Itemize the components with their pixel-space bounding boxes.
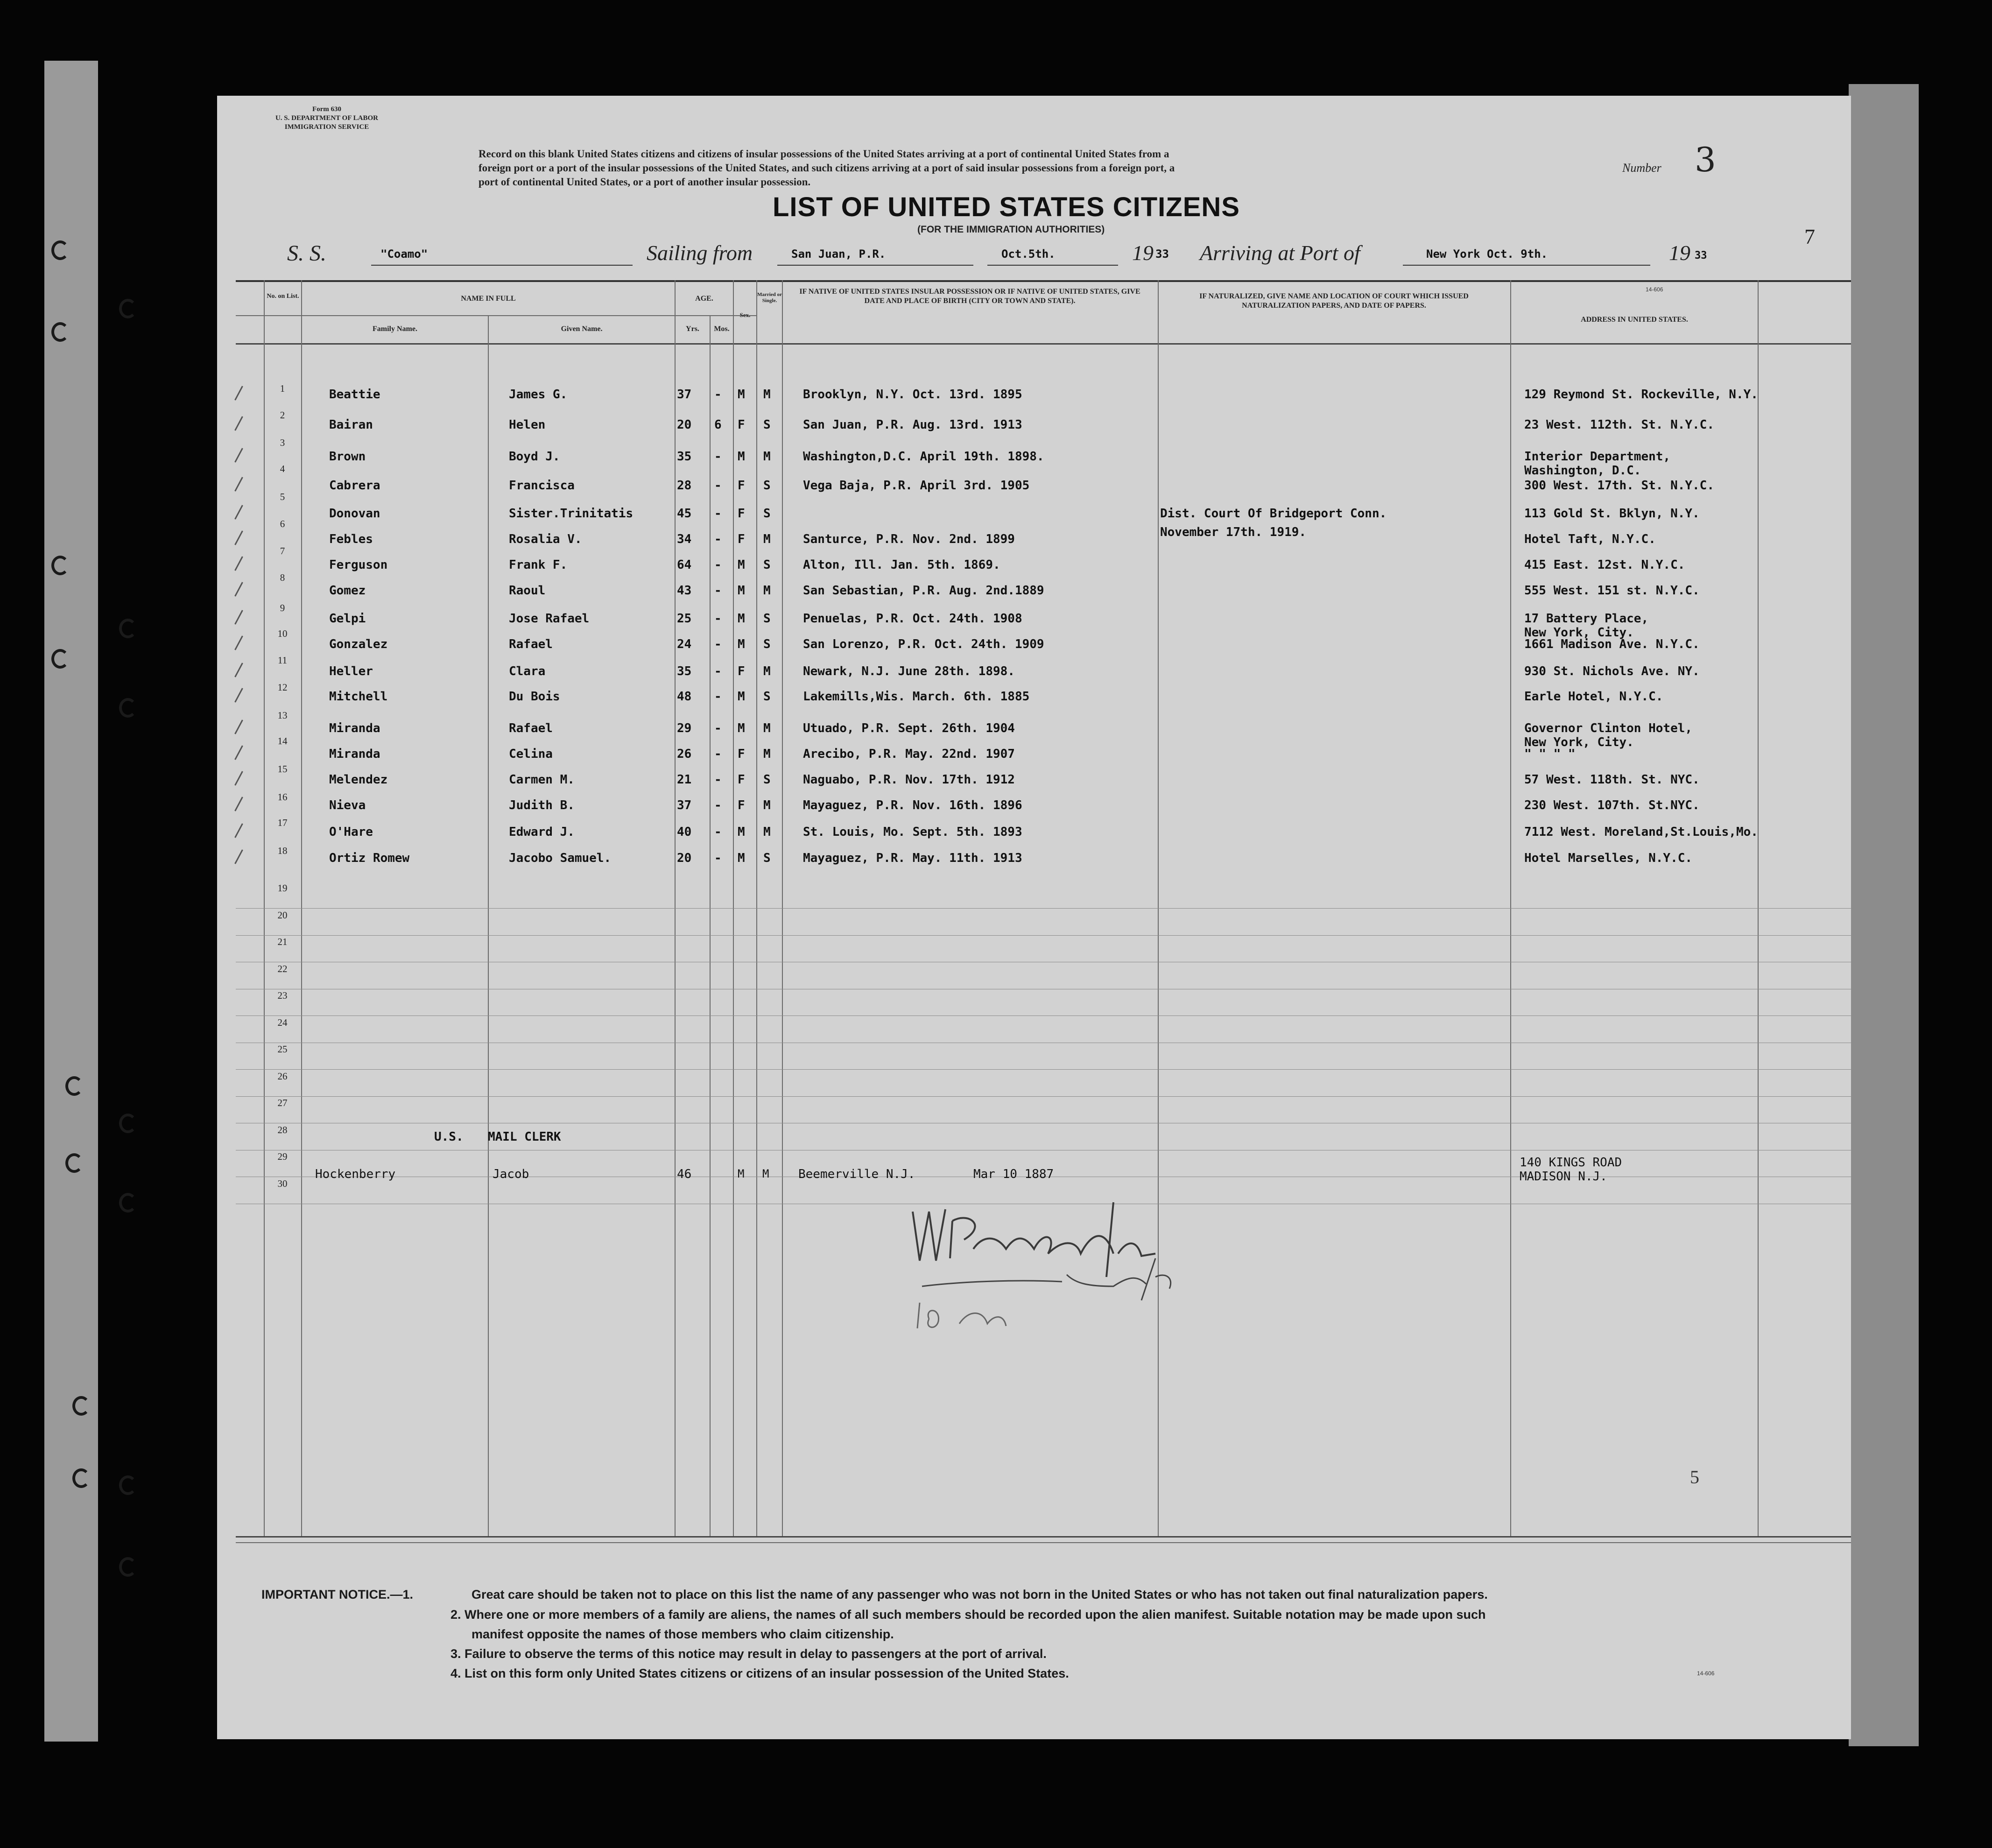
sex: F bbox=[738, 664, 745, 678]
header-address: ADDRESS IN UNITED STATES. bbox=[1581, 316, 1688, 324]
given-name: Rosalia V. bbox=[509, 532, 582, 546]
age-months: - bbox=[714, 479, 722, 493]
form-id-block bbox=[245, 105, 408, 132]
sex: M bbox=[738, 721, 745, 735]
birthplace-date: San Lorenzo, P.R. Oct. 24th. 1909 bbox=[803, 637, 1044, 651]
family-name: Gomez bbox=[329, 584, 366, 598]
marital-status: M bbox=[763, 664, 771, 678]
mail-clerk-address: 140 KINGS ROAD bbox=[1520, 1156, 1622, 1170]
arriving-year-prefix: 19 bbox=[1669, 241, 1690, 265]
department-label: U. S. DEPARTMENT OF LABOR bbox=[275, 114, 379, 122]
row-number: 26 bbox=[277, 1070, 288, 1082]
age-years: 64 bbox=[677, 558, 692, 572]
corner-number: 7 bbox=[1804, 225, 1815, 248]
check-mark bbox=[234, 745, 243, 760]
family-name: Mitchell bbox=[329, 690, 388, 704]
row-number: 4 bbox=[280, 463, 285, 474]
family-name: Nieva bbox=[329, 798, 366, 812]
row-number: 1 bbox=[280, 383, 285, 394]
given-name: Raoul bbox=[509, 584, 546, 598]
family-name: Ferguson bbox=[329, 558, 388, 572]
age-months: - bbox=[714, 388, 722, 402]
row-rule bbox=[236, 1096, 1851, 1097]
birthplace-date: Mayaguez, P.R. Nov. 16th. 1896 bbox=[803, 798, 1022, 812]
family-name: Melendez bbox=[329, 773, 388, 787]
row-number: 29 bbox=[277, 1151, 288, 1162]
family-name: Gonzalez bbox=[329, 637, 388, 651]
marital-status: M bbox=[763, 532, 771, 546]
row-number: 20 bbox=[277, 909, 288, 921]
notice-code: 14-606 bbox=[1697, 1670, 1715, 1677]
given-name: Helen bbox=[509, 418, 546, 432]
row-number: 19 bbox=[277, 882, 288, 894]
check-mark bbox=[234, 797, 243, 811]
check-mark bbox=[234, 386, 243, 400]
age-months: - bbox=[714, 851, 722, 865]
address: Interior Department, bbox=[1524, 450, 1671, 464]
given-name: Francisca bbox=[509, 479, 575, 493]
age-years: 37 bbox=[677, 388, 692, 402]
given-name: Jose Rafael bbox=[509, 612, 590, 626]
given-name: Frank F. bbox=[509, 558, 568, 572]
sex: M bbox=[738, 851, 745, 865]
sex: M bbox=[738, 612, 745, 626]
sailing-year: 33 bbox=[1155, 247, 1169, 261]
header-mos: Mos. bbox=[714, 325, 730, 333]
family-name: O'Hare bbox=[329, 825, 373, 839]
age-months: - bbox=[714, 721, 722, 735]
row-rule bbox=[236, 935, 1851, 936]
row-number: 14 bbox=[277, 735, 288, 747]
given-name: Judith B. bbox=[509, 798, 575, 812]
age-years: 37 bbox=[677, 798, 692, 812]
mail-clerk-address2: MADISON N.J. bbox=[1520, 1170, 1607, 1184]
marital-status: S bbox=[763, 690, 771, 704]
row-number: 30 bbox=[277, 1178, 288, 1189]
birthplace-date: Arecibo, P.R. May. 22nd. 1907 bbox=[803, 747, 1015, 761]
age-years: 28 bbox=[677, 479, 692, 493]
notice-line3: 3. Failure to observe the terms of this notice may result in delay to passengers at the port of arrival. bbox=[450, 1647, 1047, 1661]
marital-status: S bbox=[763, 479, 771, 493]
address-line2: New York, City. bbox=[1524, 626, 1634, 640]
address: 7112 West. Moreland,St.Louis,Mo. bbox=[1524, 825, 1758, 839]
address: 1661 Madison Ave. N.Y.C. bbox=[1524, 637, 1700, 651]
age-months: - bbox=[714, 558, 722, 572]
check-mark bbox=[234, 477, 243, 491]
birthplace-date: Lakemills,Wis. March. 6th. 1885 bbox=[803, 690, 1030, 704]
check-mark bbox=[234, 505, 243, 519]
age-years: 48 bbox=[677, 690, 692, 704]
given-name: Rafael bbox=[509, 721, 553, 735]
age-months: - bbox=[714, 773, 722, 787]
sex: F bbox=[738, 798, 745, 812]
sex: M bbox=[738, 637, 745, 651]
notice-heading: IMPORTANT NOTICE.—1. bbox=[261, 1587, 414, 1601]
age-years: 34 bbox=[677, 532, 692, 546]
birthplace-date: St. Louis, Mo. Sept. 5th. 1893 bbox=[803, 825, 1022, 839]
age-years: 26 bbox=[677, 747, 692, 761]
row-number: 12 bbox=[277, 682, 288, 693]
birthplace-date: Utuado, P.R. Sept. 26th. 1904 bbox=[803, 721, 1015, 735]
naturalization-court: Dist. Court Of Bridgeport Conn. bbox=[1160, 507, 1387, 521]
given-name: Boyd J. bbox=[509, 450, 560, 464]
family-name: Ortiz Romew bbox=[329, 851, 410, 865]
family-name: Gelpi bbox=[329, 612, 366, 626]
birthplace-date: Brooklyn, N.Y. Oct. 13rd. 1895 bbox=[803, 388, 1022, 402]
row-number: 10 bbox=[277, 628, 288, 639]
row-number: 25 bbox=[277, 1044, 288, 1055]
given-name: Rafael bbox=[509, 637, 553, 651]
marital-status: S bbox=[763, 773, 771, 787]
row-rule bbox=[236, 908, 1851, 909]
age-years: 20 bbox=[677, 418, 692, 432]
list-number: 3 bbox=[1695, 140, 1716, 179]
manifest-sheet bbox=[217, 96, 1851, 1739]
record-instruction-line3: port of continental United States, or a port of another insular possession. bbox=[479, 176, 811, 188]
header-yrs: Yrs. bbox=[686, 325, 699, 333]
row-number: 3 bbox=[280, 437, 285, 448]
address: 17 Battery Place, bbox=[1524, 612, 1649, 626]
ship-name: "Coamo" bbox=[380, 247, 428, 261]
row-number: 11 bbox=[277, 655, 288, 666]
birthplace-date: Washington,D.C. April 19th. 1898. bbox=[803, 450, 1044, 464]
family-name: Miranda bbox=[329, 721, 380, 735]
sailing-year-prefix: 19 bbox=[1132, 241, 1154, 265]
age-years: 29 bbox=[677, 721, 692, 735]
address: 230 West. 107th. St.NYC. bbox=[1524, 798, 1700, 812]
birthplace-date: Newark, N.J. June 28th. 1898. bbox=[803, 664, 1015, 678]
arriving-year: 33 bbox=[1695, 250, 1707, 261]
row-number: 27 bbox=[277, 1097, 288, 1108]
marital-status: S bbox=[763, 418, 771, 432]
age-years: 21 bbox=[677, 773, 692, 787]
row-number: 2 bbox=[280, 409, 285, 421]
sex: M bbox=[738, 584, 745, 598]
row-number: 16 bbox=[277, 791, 288, 803]
mail-clerk-birthplace: Beemerville N.J. bbox=[798, 1167, 915, 1181]
marital-status: M bbox=[763, 798, 771, 812]
row-number: 23 bbox=[277, 990, 288, 1001]
check-mark bbox=[234, 771, 243, 785]
marital-status: S bbox=[763, 851, 771, 865]
address: 555 West. 151 st. N.Y.C. bbox=[1524, 584, 1700, 598]
marital-status: M bbox=[763, 721, 771, 735]
row-number: 7 bbox=[280, 545, 285, 557]
check-mark bbox=[234, 663, 243, 677]
address: 300 West. 17th. St. N.Y.C. bbox=[1524, 479, 1714, 493]
notice-line2b: manifest opposite the names of those members who claim citizenship. bbox=[472, 1627, 894, 1641]
birthplace-date: Alton, Ill. Jan. 5th. 1869. bbox=[803, 558, 1000, 572]
check-mark bbox=[234, 719, 243, 734]
age-months: - bbox=[714, 798, 722, 812]
family-name: Bairan bbox=[329, 418, 373, 432]
sex: F bbox=[738, 532, 745, 546]
service-label: IMMIGRATION SERVICE bbox=[284, 123, 369, 131]
given-name: Edward J. bbox=[509, 825, 575, 839]
marital-status: S bbox=[763, 637, 771, 651]
age-years: 43 bbox=[677, 584, 692, 598]
header-married-single: Married or Single. bbox=[757, 292, 782, 303]
address: 930 St. Nichols Ave. NY. bbox=[1524, 664, 1700, 678]
address: 113 Gold St. Bklyn, N.Y. bbox=[1524, 507, 1700, 521]
stamp-code: 14-606 bbox=[1646, 286, 1663, 293]
row-number: 28 bbox=[277, 1124, 288, 1136]
arriving-label: Arriving at Port of bbox=[1200, 241, 1360, 265]
sailing-from-port: San Juan, P.R. bbox=[791, 247, 886, 261]
sex: M bbox=[738, 558, 745, 572]
birthplace-date: San Sebastian, P.R. Aug. 2nd.1889 bbox=[803, 584, 1044, 598]
row-number: 13 bbox=[277, 710, 288, 721]
naturalization-date: November 17th. 1919. bbox=[1160, 525, 1307, 539]
check-mark bbox=[234, 582, 243, 596]
birthplace-date: Santurce, P.R. Nov. 2nd. 1899 bbox=[803, 532, 1015, 546]
given-name: Carmen M. bbox=[509, 773, 575, 787]
page-subtitle: (FOR THE IMMIGRATION AUTHORITIES) bbox=[917, 224, 1105, 235]
given-name: Celina bbox=[509, 747, 553, 761]
marital-status: M bbox=[763, 388, 771, 402]
marital-status: M bbox=[763, 584, 771, 598]
row-number: 17 bbox=[277, 817, 288, 828]
check-mark bbox=[234, 849, 243, 864]
family-name: Beattie bbox=[329, 388, 380, 402]
address: Hotel Taft, N.Y.C. bbox=[1524, 532, 1656, 546]
sex: F bbox=[738, 418, 745, 432]
sex: F bbox=[738, 747, 745, 761]
given-name: Jacobo Samuel. bbox=[509, 851, 612, 865]
family-name: Donovan bbox=[329, 507, 380, 521]
sex: F bbox=[738, 773, 745, 787]
age-months: - bbox=[714, 637, 722, 651]
address: 23 West. 112th. St. N.Y.C. bbox=[1524, 418, 1714, 432]
row-number: 22 bbox=[277, 963, 288, 974]
address: 129 Reymond St. Rockeville, N.Y. bbox=[1524, 388, 1758, 402]
row-number: 18 bbox=[277, 845, 288, 856]
check-mark bbox=[234, 610, 243, 624]
age-months: - bbox=[714, 450, 722, 464]
mail-clerk-marital: M bbox=[762, 1167, 769, 1180]
birthplace-date: Naguabo, P.R. Nov. 17th. 1912 bbox=[803, 773, 1015, 787]
header-no-on-list: No. on List. bbox=[267, 293, 299, 300]
marital-status: M bbox=[763, 825, 771, 839]
given-name: James G. bbox=[509, 388, 568, 402]
left-page-edge bbox=[44, 61, 98, 1742]
age-months: - bbox=[714, 612, 722, 626]
address-line2: Washington, D.C. bbox=[1524, 464, 1641, 478]
marital-status: S bbox=[763, 612, 771, 626]
age-years: 40 bbox=[677, 825, 692, 839]
given-name: Clara bbox=[509, 664, 546, 678]
age-months: - bbox=[714, 507, 722, 521]
family-name: Cabrera bbox=[329, 479, 380, 493]
age-years: 35 bbox=[677, 450, 692, 464]
row-number: 24 bbox=[277, 1016, 288, 1028]
age-years: 45 bbox=[677, 507, 692, 521]
mail-clerk-given-name: Jacob bbox=[493, 1167, 529, 1181]
address: 57 West. 118th. St. NYC. bbox=[1524, 773, 1700, 787]
inspector-signature bbox=[894, 1184, 1221, 1338]
mail-clerk-birthdate: Mar 10 1887 bbox=[973, 1167, 1054, 1181]
birthplace-date: San Juan, P.R. Aug. 13rd. 1913 bbox=[803, 418, 1022, 432]
age-years: 24 bbox=[677, 637, 692, 651]
age-months: - bbox=[714, 584, 722, 598]
header-age: AGE. bbox=[695, 295, 713, 303]
family-name: Febles bbox=[329, 532, 373, 546]
birthplace-date: Vega Baja, P.R. April 3rd. 1905 bbox=[803, 479, 1030, 493]
mail-clerk-us: U.S. bbox=[434, 1130, 464, 1144]
right-page-edge bbox=[1849, 84, 1919, 1746]
form-number: Form 630 bbox=[312, 106, 342, 113]
row-number: 9 bbox=[280, 602, 285, 614]
age-months: 6 bbox=[714, 418, 722, 432]
address: Hotel Marselles, N.Y.C. bbox=[1524, 851, 1693, 865]
notice-line1: Great care should be taken not to place on this list the name of any passenger who was not born in the United States or who has not taken out final naturalization papers. bbox=[472, 1587, 1488, 1601]
row-number: 21 bbox=[277, 936, 288, 947]
row-number: 6 bbox=[280, 518, 285, 529]
header-sex: Sex. bbox=[739, 311, 751, 318]
marital-status: S bbox=[763, 558, 771, 572]
check-mark bbox=[234, 416, 243, 430]
mail-clerk-label: MAIL CLERK bbox=[488, 1130, 561, 1144]
sex: M bbox=[738, 388, 745, 402]
mail-clerk-sex: M bbox=[738, 1167, 745, 1180]
birthplace-date: Penuelas, P.R. Oct. 24th. 1908 bbox=[803, 612, 1022, 626]
number-label: Number bbox=[1622, 161, 1661, 175]
family-name: Miranda bbox=[329, 747, 380, 761]
notice-line2a: 2. Where one or more members of a family are aliens, the names of all such members should be recorded upon the alien manifest. Suitable notation may be made upon such bbox=[450, 1608, 1486, 1622]
family-name: Heller bbox=[329, 664, 373, 678]
check-mark bbox=[234, 530, 243, 545]
address: Governor Clinton Hotel, bbox=[1524, 721, 1693, 735]
page-number: 5 bbox=[1690, 1467, 1699, 1488]
record-instruction-line1: Record on this blank United States citizens and citizens of insular possessions of the United States arriving at a port of continental United States from a bbox=[479, 148, 1169, 160]
record-instruction-line2: foreign port or a port of the insular possessions of the United States, and such citizens arriving at a port of said insular possessions from a foreign port, a bbox=[479, 162, 1175, 174]
header-given-name: Given Name. bbox=[561, 325, 603, 333]
row-number: 15 bbox=[277, 763, 288, 775]
sex: M bbox=[738, 450, 745, 464]
age-months: - bbox=[714, 690, 722, 704]
age-months: - bbox=[714, 664, 722, 678]
check-mark bbox=[234, 448, 243, 462]
marital-status: M bbox=[763, 747, 771, 761]
address: Earle Hotel, N.Y.C. bbox=[1524, 690, 1663, 704]
age-months: - bbox=[714, 747, 722, 761]
row-number: 5 bbox=[280, 491, 285, 502]
given-name: Du Bois bbox=[509, 690, 560, 704]
notice-line4: 4. List on this form only United States citizens or citizens of an insular possession of the United States. bbox=[450, 1666, 1069, 1680]
header-naturalized: IF NATURALIZED, GIVE NAME AND LOCATION OF COURT WHICH ISSUED NATURALIZATION PAPERS, AND DATE OF PAPERS. bbox=[1199, 292, 1469, 310]
sailing-from-label: Sailing from bbox=[647, 241, 753, 265]
row-rule bbox=[236, 1069, 1851, 1070]
age-years: 25 bbox=[677, 612, 692, 626]
check-mark bbox=[234, 635, 243, 650]
given-name: Sister.Trinitatis bbox=[509, 507, 633, 521]
age-years: 35 bbox=[677, 664, 692, 678]
sex: F bbox=[738, 507, 745, 521]
marital-status: M bbox=[763, 450, 771, 464]
check-mark bbox=[234, 556, 243, 571]
arriving-port: New York Oct. 9th. bbox=[1426, 247, 1548, 261]
address: 415 East. 12st. N.Y.C. bbox=[1524, 558, 1685, 572]
address-line2: New York, City. bbox=[1524, 735, 1634, 749]
page-title: LIST OF UNITED STATES CITIZENS bbox=[773, 192, 1240, 222]
header-family-name: Family Name. bbox=[373, 325, 417, 333]
age-years: 20 bbox=[677, 851, 692, 865]
mail-clerk-family-name: Hockenberry bbox=[315, 1167, 396, 1181]
family-name: Brown bbox=[329, 450, 366, 464]
header-name-in-full: NAME IN FULL bbox=[461, 295, 516, 303]
sex: M bbox=[738, 690, 745, 704]
age-months: - bbox=[714, 825, 722, 839]
ss-label: S. S. bbox=[287, 241, 326, 266]
mail-clerk-age: 46 bbox=[677, 1167, 692, 1181]
check-mark bbox=[234, 688, 243, 702]
sailing-date: Oct.5th. bbox=[1001, 247, 1056, 261]
sex: F bbox=[738, 479, 745, 493]
header-native-birth: IF NATIVE OF UNITED STATES INSULAR POSSESSION OR IF NATIVE OF UNITED STATES, GIVE DATE AND PLACE OF BIRTH (CITY OR TOWN AND STATE). bbox=[799, 288, 1140, 305]
sex: M bbox=[738, 825, 745, 839]
marital-status: S bbox=[763, 507, 771, 521]
age-months: - bbox=[714, 532, 722, 546]
address: " " " " bbox=[1524, 747, 1576, 761]
row-number: 8 bbox=[280, 572, 285, 583]
check-mark bbox=[234, 823, 243, 838]
birthplace-date: Mayaguez, P.R. May. 11th. 1913 bbox=[803, 851, 1022, 865]
